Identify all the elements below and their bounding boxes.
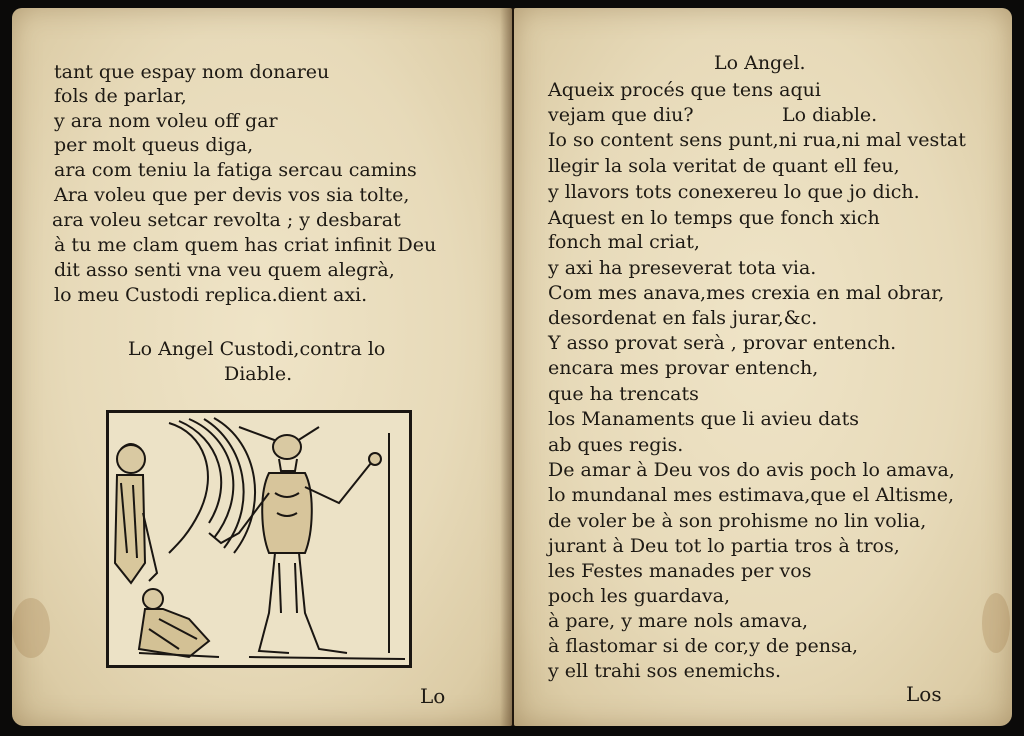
text-line: tant que espay nom donareu	[54, 61, 330, 83]
catchword: Lo	[420, 684, 446, 708]
text-line: desordenat en fals jurar,&c.	[548, 307, 818, 329]
text-line: encara mes provar entench,	[548, 357, 819, 379]
text-line: fols de parlar,	[54, 85, 187, 107]
text-line: y axi ha preseverat tota via.	[548, 257, 817, 279]
text-line: y ara nom voleu off gar	[54, 110, 278, 132]
text-line: poch les guardava,	[548, 585, 731, 607]
text-line: fonch mal criat,	[548, 231, 700, 253]
section-heading: Lo Angel Custodi,contra lo	[128, 338, 386, 360]
text-line: Io so content sens punt,ni rua,ni mal vestat	[548, 129, 966, 151]
text-line: y ell trahi sos enemichs.	[548, 660, 782, 682]
paper-stain	[12, 598, 50, 658]
text-line: ab ques regis.	[548, 434, 684, 456]
text-line: que ha trencats	[548, 383, 699, 405]
text-line: ara voleu setcar revolta ; y desbarat	[52, 209, 401, 231]
section-heading: Diable.	[224, 363, 293, 385]
text-line: Aquest en lo temps que fonch xich	[548, 207, 880, 229]
text-line: lo meu Custodi replica.dient axi.	[54, 284, 368, 306]
text-line: per molt queus diga,	[54, 134, 254, 156]
text-line: Com mes anava,mes crexia en mal obrar,	[548, 282, 945, 304]
text-line: De amar à Deu vos do avis poch lo amava,	[548, 459, 955, 481]
text-line: Aqueix procés que tens aqui	[548, 79, 821, 101]
text-line: vejam que diu?	[548, 104, 694, 126]
woodcut-illustration	[106, 410, 412, 668]
text-line: llegir la sola veritat de quant ell feu,	[548, 155, 900, 177]
catchword: Los	[906, 682, 942, 706]
text-line: jurant à Deu tot lo partia tros à tros,	[548, 535, 900, 557]
text-line: à tu me clam quem has criat infinit Deu	[54, 234, 437, 256]
text-line: Ara voleu que per devis vos sia tolte,	[54, 184, 410, 206]
text-line: ara com teniu la fatiga sercau camins	[54, 159, 417, 181]
speaker-label: Lo diable.	[782, 104, 878, 126]
paper-stain	[982, 593, 1010, 653]
text-line: dit asso senti vna veu quem alegrà,	[54, 259, 395, 281]
text-line: los Manaments que li avieu dats	[548, 408, 859, 430]
text-line: lo mundanal mes estimava,que el Altisme,	[548, 484, 955, 506]
woodcut-drawing	[109, 413, 409, 665]
running-head: Lo Angel.	[714, 52, 806, 74]
text-line: à flastomar si de cor,y de pensa,	[548, 635, 859, 657]
text-line: à pare, y mare nols amava,	[548, 610, 809, 632]
right-page	[514, 8, 1012, 726]
text-line: de voler be à son prohisme no lin volia,	[548, 510, 927, 532]
text-line: Y asso provat serà , provar entench.	[548, 332, 897, 354]
text-line: les Festes manades per vos	[548, 560, 812, 582]
text-line: y llavors tots conexereu lo que jo dich.	[548, 181, 920, 203]
